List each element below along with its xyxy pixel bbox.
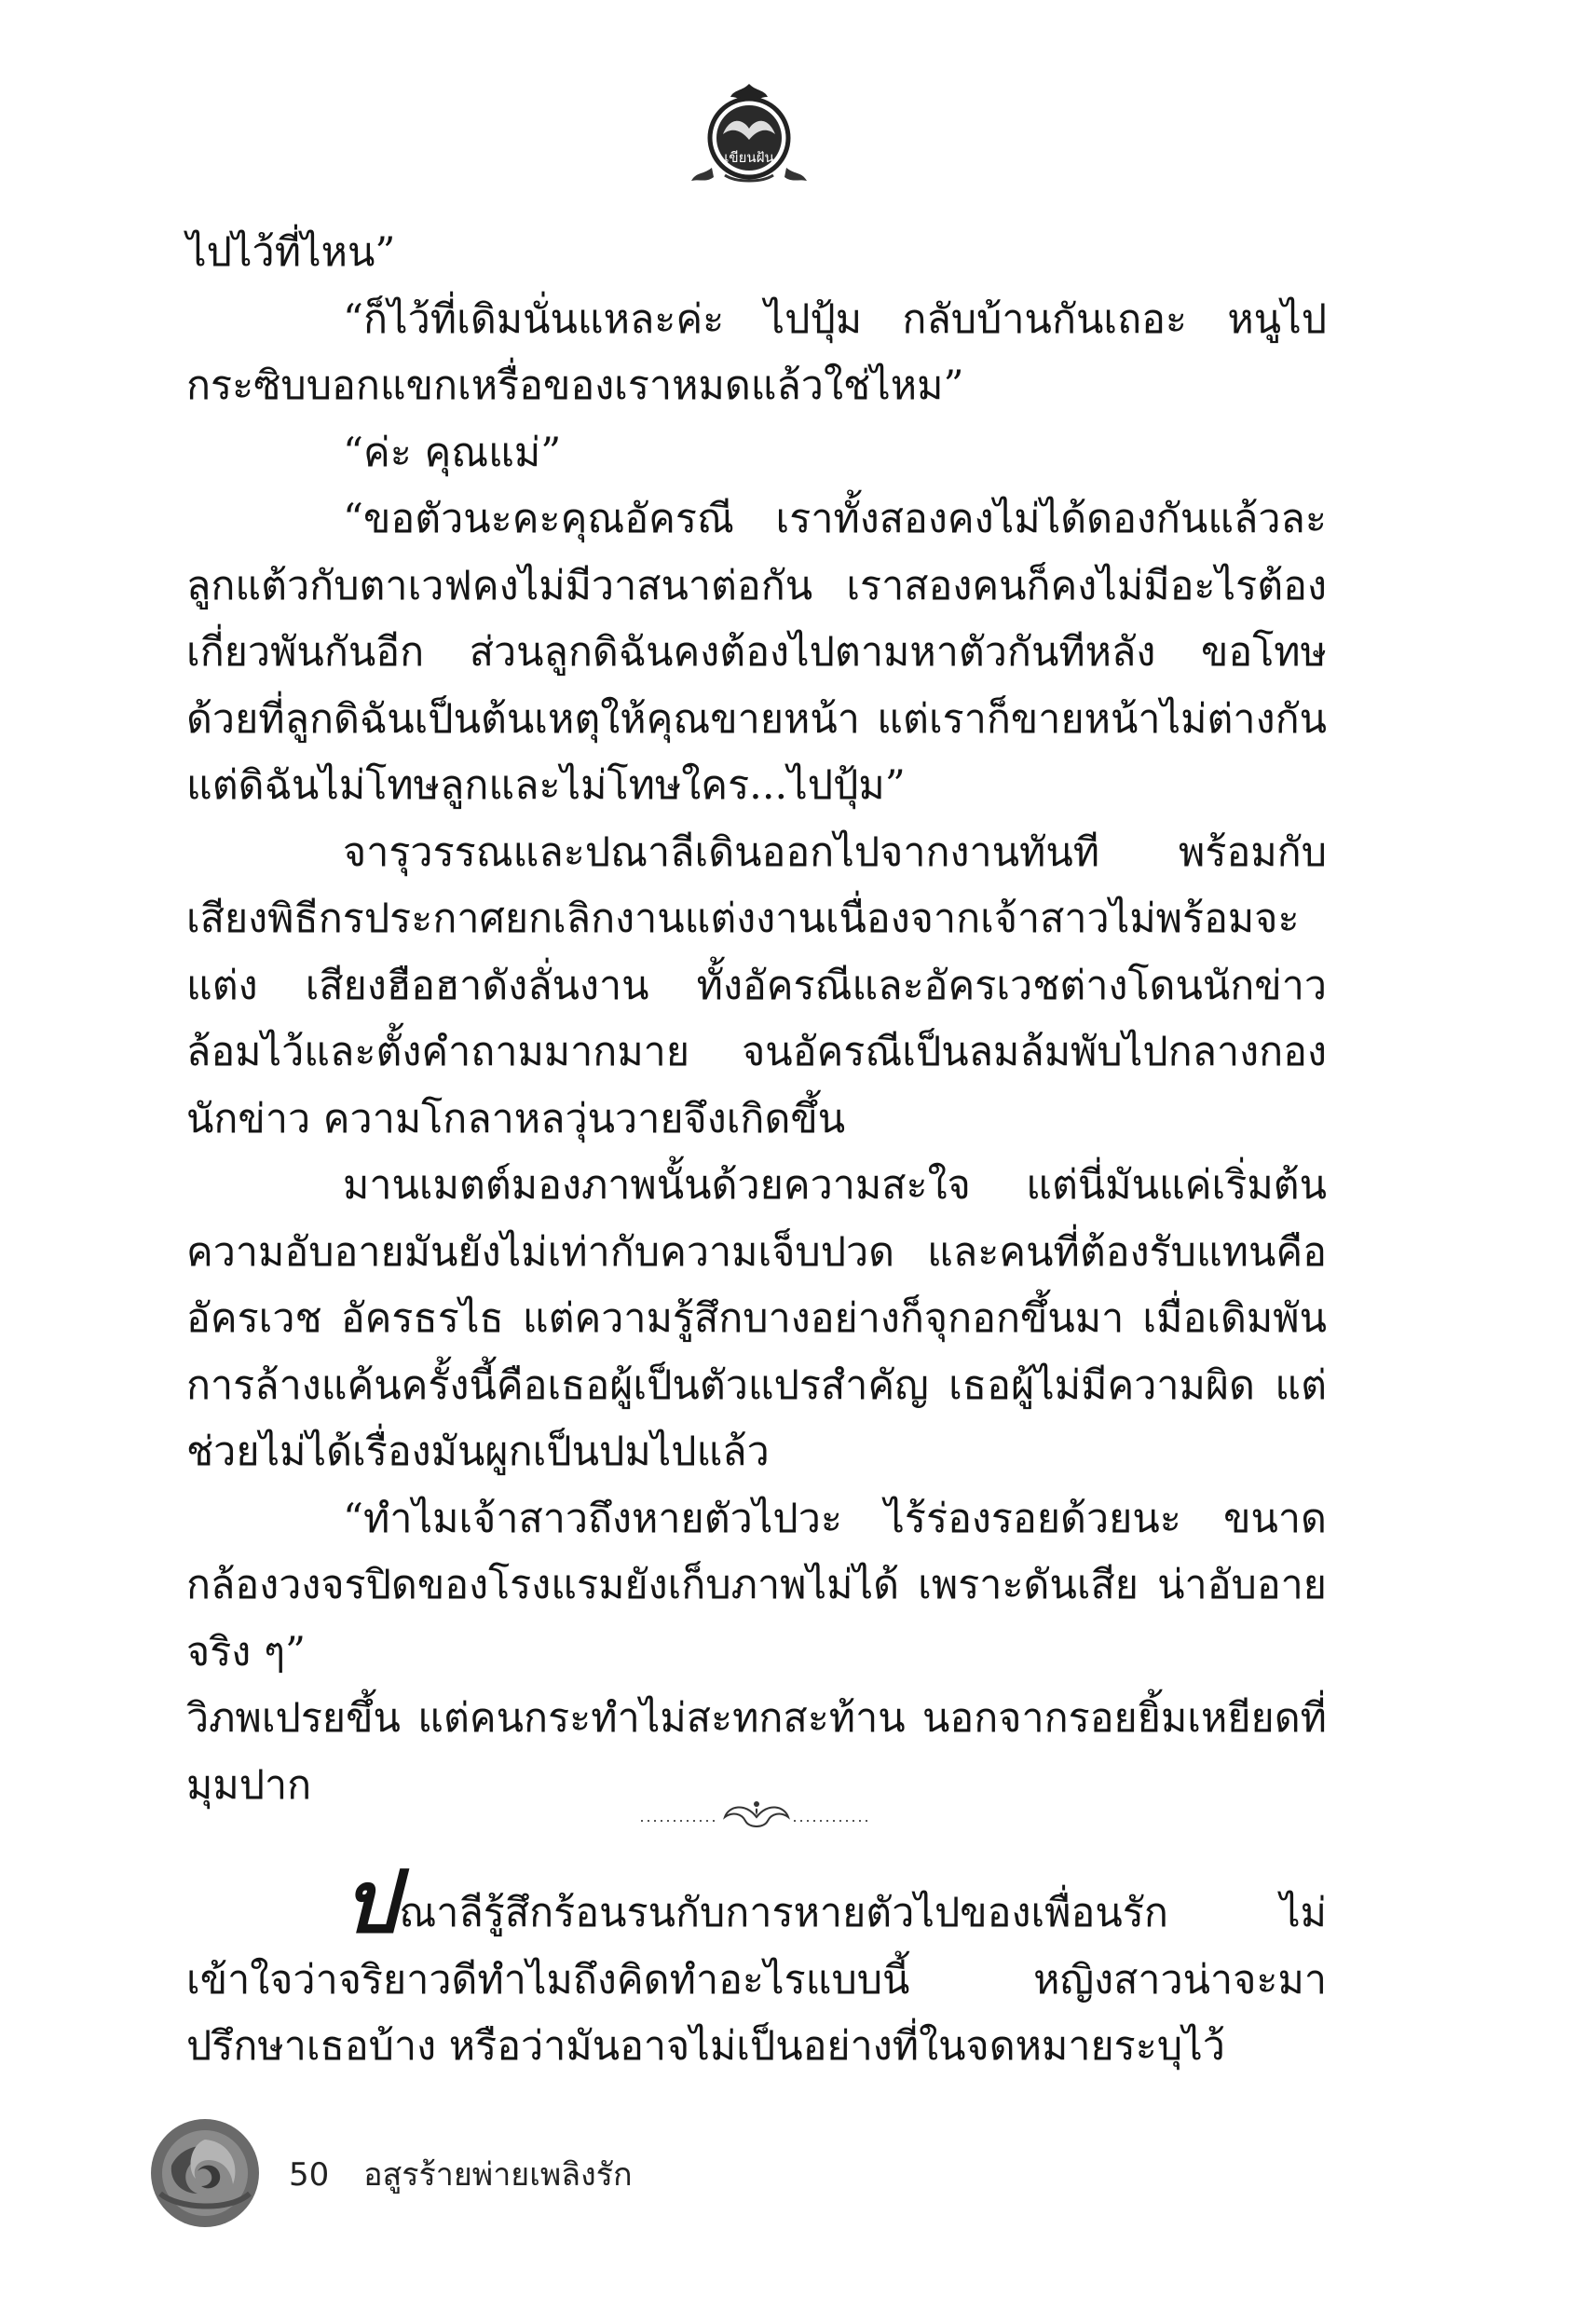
paragraph: “ค่ะ คุณแม่” [343, 429, 562, 476]
paragraph: “ก็ไว้ที่เดิมนั่นแหละค่ะ ไปปุ้ม กลับบ้านกันเถอะ หนูไปกระซิบบอกแขกเหรื่อของเราหมดแล้วใช่ไหม” [186, 295, 1327, 409]
paragraph: วิภพเปรยขึ้น แต่คนกระทำไม่สะทกสะท้าน นอกจากรอยยิ้มเหยียดที่มุมปาก [186, 1695, 1327, 1809]
page-number: 50 [289, 2156, 330, 2194]
paragraph: ไปไว้ที่ไหน” [186, 229, 396, 276]
paragraph: จารุวรรณและปณาลีเดินออกไปจากงานทันที พร้อมกับเสียงพิธีกรประกาศยกเลิกงานแต่งงานเนื่องจากเจ้าสาวไม่พร้อมจะแต่ง เสียงฮือฮาดังลั่นงาน ทั้งอัครณีและอัครเวชต่างโดนนักข่าวล้อมไว้และตั้งคำถามมากมาย จนอัครณีเป็นลมล้มพับไปกลางกองนักข่าว ความโกลาหลวุ่นวายจึงเกิดขึ้น [186, 828, 1327, 1142]
drop-cap: ป [343, 1852, 398, 1952]
ornamental-crest-icon [688, 78, 811, 190]
section-two [186, 1852, 1327, 2081]
paragraph: “ขอตัวนะคะคุณอัครณี เราทั้งสองคงไม่ได้ดองกันแล้วละ ลูกแต้วกับตาเวฟคงไม่มีวาสนาต่อกัน เราสองคนก็คงไม่มีอะไรต้องเกี่ยวพันกันอีก ส่วนลูกดิฉันคงต้องไปตามหาตัวกันทีหลัง ขอโทษด้วยที่ลูกดิฉันเป็นต้นเหตุให้คุณขายหน้า แต่เราก็ขายหน้าไม่ต่างกัน แต่ดิฉันไม่โทษลูกและไม่โทษใคร...ไปปุ้ม” [186, 496, 1327, 809]
book-title: อสูรร้ายพ่ายเพลิงรัก [363, 2156, 633, 2194]
section-two-text: ณาลีรู้สึกร้อนรนกับการหายตัวไปของเพื่อนรัก ไม่เข้าใจว่าจริยาวดีทำไมถึงคิดทำอะไรแบบนี้ หญิงสาวน่าจะมาปรึกษาเธอบ้าง หรือว่ามันอาจไม่เป็นอย่างที่ในจดหมายระบุไว้ [186, 1890, 1327, 2070]
ornamental-divider-icon [635, 1793, 878, 1836]
emblem-text: เขียนฝัน [724, 149, 774, 166]
paragraph: มานเมตต์มองภาพนั้นด้วยความสะใจ แต่นี่มันแค่เริ่มต้น ความอับอายมันยังไม่เท่ากับความเจ็บปวด และคนที่ต้องรับแทนคืออัครเวช อัครธรไธ แต่ความรู้สึกบางอย่างก็จุกอกขึ้นมา เมื่อเดิมพันการล้างแค้นครั้งนี้คือเธอผู้เป็นตัวแปรสำคัญ เธอผู้ไม่มีความผิด แต่ช่วยไม่ได้เรื่องมันผูกเป็นปมไปแล้ว [186, 1162, 1327, 1475]
page-footer [289, 2149, 633, 2199]
rose-icon [140, 2108, 270, 2238]
section-two-paragraph [186, 1852, 1327, 2081]
paragraph: “ทำไมเจ้าสาวถึงหายตัวไปวะ ไร้ร่องรอยด้วยนะ ขนาดกล้องวงจรปิดของโรงแรมยังเก็บภาพไม่ได้ เพราะดันเสีย น่าอับอายจริง ๆ” [186, 1495, 1327, 1675]
body-text [186, 220, 1327, 1819]
